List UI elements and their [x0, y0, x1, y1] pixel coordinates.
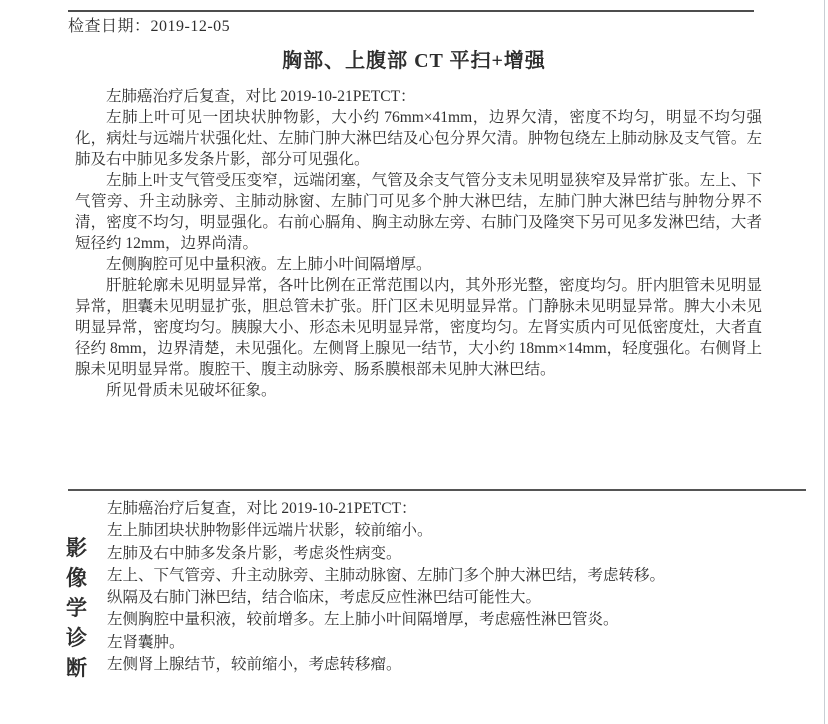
diagnosis-section-label [66, 538, 87, 679]
finding-paragraph: 左肺上叶支气管受压变窄，远端闭塞，气管及余支气管分支未见明显狭窄及异常扩张。左上、下气管旁、升主动脉旁、主肺动脉窗、左肺门可见多个肿大淋巴结，左肺门肿大淋巴结与肿物分界不清，密度不均匀，明显强化。右前心膈角、胸主动脉左旁、右肺门及隆突下另可见多发淋巴结，大者短径约 12mm，边界尚清。 [75, 172, 762, 252]
section-divider-rule [68, 489, 806, 491]
finding-paragraph: 左侧胸腔可见中量积液。左上肺小叶间隔增厚。 [106, 256, 432, 273]
findings-section [75, 86, 762, 401]
diagnosis-line: 左肺及右中肺多发条片影，考虑炎性病变。 [107, 544, 402, 562]
header-rule [68, 10, 754, 12]
diagnosis-line: 左肺癌治疗后复查，对比 2019-10-21PETCT： [107, 500, 417, 517]
finding-paragraph: 肝脏轮廓未见明显异常，各叶比例在正常范围以内，其外形光整，密度均匀。肝内胆管未见明显异常，胆囊未见明显扩张，胆总管未扩张。肝门区未见明显异常。门静脉未见明显异常。脾大小未见明显异常，密度均匀。胰腺大小、形态未见明显异常，密度均匀。左肾实质内可见低密度灶，大者直径约 8mm，边界清楚，未见强化。左侧肾上腺见一结节，大小约 18mm×14mm，轻度强化。右侧肾上腺未见明显异常。腹腔干、腹主动脉旁、肠系膜根部未见肿大淋巴结。 [75, 277, 762, 378]
exam-date [68, 13, 230, 36]
finding-paragraph: 左肺癌治疗后复查，对比 2019-10-21PETCT： [106, 88, 416, 105]
diagnosis-section [107, 498, 779, 676]
report-title: 胸部、上腹部 CT 平扫+增强 [282, 50, 546, 72]
diagnosis-label-char: 像 [66, 566, 87, 590]
finding-paragraph: 所见骨质未见破坏征象。 [106, 382, 277, 399]
diagnosis-label-char: 断 [66, 656, 87, 680]
diagnosis-line: 左上肺团块状肿物影伴远端片状影，较前缩小。 [107, 522, 433, 540]
diagnosis-line: 左上、下气管旁、升主动脉旁、主肺动脉窗、左肺门多个肿大淋巴结，考虑转移。 [107, 566, 666, 584]
diagnosis-line: 左肾囊肿。 [107, 633, 185, 651]
diagnosis-line: 左侧胸腔中量积液，较前增多。左上肺小叶间隔增厚，考虑癌性淋巴管炎。 [107, 611, 619, 629]
diagnosis-label-char: 诊 [66, 626, 87, 650]
diagnosis-label-char: 影 [66, 536, 87, 560]
exam-date-value: 2019-12-05 [150, 18, 231, 35]
diagnosis-label-char: 学 [66, 596, 87, 620]
diagnosis-line: 左侧肾上腺结节，较前缩小，考虑转移瘤。 [107, 656, 402, 674]
finding-paragraph: 左肺上叶可见一团块状肿物影，大小约 76mm×41mm，边界欠清，密度不均匀，明显不均匀强化，病灶与远端片状强化灶、左肺门肿大淋巴结及心包分界欠清。肿物包绕左上肺动脉及支气管。左肺及右中肺见多发条片影，部分可见强化。 [75, 109, 762, 168]
exam-date-label: 检查日期： [68, 18, 151, 35]
diagnosis-line: 纵隔及右肺门淋巴结，结合临床，考虑反应性淋巴结可能性大。 [107, 589, 542, 607]
page-right-edge-line [824, 0, 825, 724]
